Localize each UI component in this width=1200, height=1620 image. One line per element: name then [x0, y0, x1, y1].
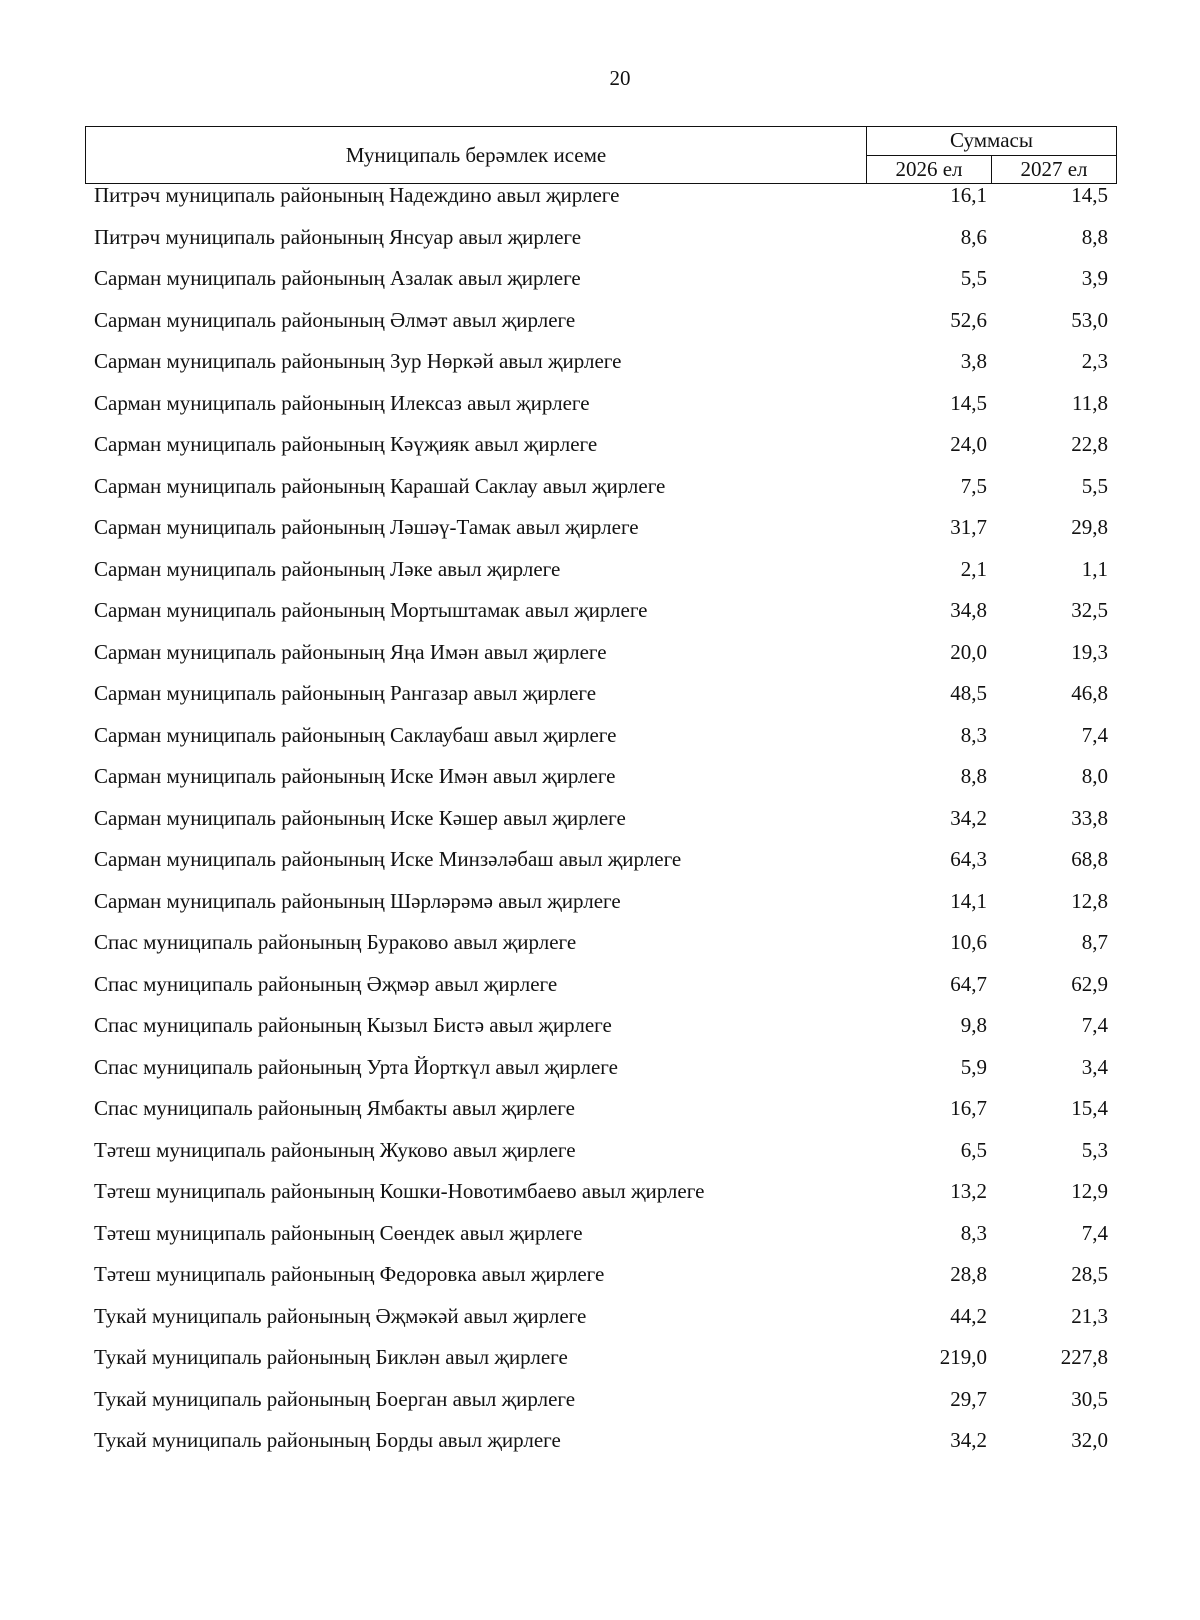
row-name: Тәтеш муниципаль районының Сөендек авыл җирлеге: [94, 1220, 583, 1245]
row-value-2027: 3,4: [1081, 1054, 1108, 1079]
row-name: Сарман муниципаль районының Мортыштамак авыл җирлеге: [94, 598, 648, 622]
row-name: Сарман муниципаль районының Зур Нөркәй авыл җирлеге: [94, 349, 622, 373]
row-name: Сарман муниципаль районының Ләшәү-Тамак авыл җирлеге: [94, 515, 639, 539]
row-value-2026: 8,3: [960, 722, 987, 747]
row-name: Питрәч муниципаль районының Надеждино авыл җирлеге: [94, 183, 620, 207]
table-row: [85, 1345, 1117, 1387]
table-row: [85, 681, 1117, 723]
row-value-2027: 15,4: [1071, 1096, 1108, 1120]
table-row: [85, 598, 1117, 640]
row-value-2027: 3,9: [1081, 266, 1108, 290]
row-value-2026: 5,9: [960, 1054, 987, 1079]
row-value-2027: 28,5: [1071, 1262, 1108, 1286]
row-name: Сарман муниципаль районының Карашай Саклау авыл җирлеге: [94, 473, 666, 498]
column-header-name: Муниципаль берәмлек исеме: [86, 127, 867, 184]
table-row: [85, 474, 1117, 516]
table-row: [85, 1262, 1117, 1304]
row-name: Сарман муниципаль районының Рангазар авыл җирлеге: [94, 681, 597, 705]
row-value-2026: 48,5: [950, 681, 987, 705]
row-value-2027: 7,4: [1081, 722, 1108, 747]
row-value-2026: 34,2: [950, 1428, 987, 1452]
row-name: Тәтеш муниципаль районының Кошки-Новотимбаево авыл җирлеге: [94, 1179, 705, 1203]
row-value-2026: 9,8: [960, 1013, 987, 1037]
row-value-2026: 10,6: [950, 930, 987, 954]
row-name: Сарман муниципаль районының Иске Минзәләбаш авыл җирлеге: [94, 847, 682, 871]
table-row: [85, 1138, 1117, 1180]
row-value-2027: 53,0: [1071, 307, 1108, 332]
row-value-2026: 2,1: [960, 556, 987, 581]
row-value-2026: 34,2: [950, 805, 987, 830]
row-value-2026: 5,5: [960, 266, 987, 290]
row-value-2027: 1,1: [1081, 556, 1108, 581]
row-value-2027: 8,8: [1081, 224, 1108, 249]
row-value-2026: 14,1: [950, 888, 987, 913]
row-value-2026: 14,5: [950, 390, 987, 415]
row-value-2026: 219,0: [939, 1345, 987, 1369]
row-value-2026: 24,0: [950, 432, 987, 456]
page-number: 20: [609, 66, 631, 90]
row-value-2026: 6,5: [960, 1137, 987, 1162]
row-name: Сарман муниципаль районының Саклаубаш авыл җирлеге: [94, 722, 617, 747]
table-row: [85, 1387, 1117, 1429]
row-value-2026: 8,8: [960, 764, 987, 788]
row-value-2026: 29,7: [950, 1386, 987, 1411]
row-value-2026: 52,6: [950, 307, 987, 332]
row-value-2027: 227,8: [1060, 1345, 1108, 1369]
row-value-2026: 64,7: [950, 971, 987, 996]
row-name: Сарман муниципаль районының Ләке авыл җирлеге: [94, 556, 561, 581]
row-value-2026: 8,6: [960, 224, 987, 249]
row-value-2027: 12,9: [1071, 1179, 1108, 1203]
column-header-sum: Суммасы: [867, 127, 1117, 156]
row-name: Спас муниципаль районының Бураково авыл җирлеге: [94, 930, 577, 954]
row-name: Тәтеш муниципаль районының Жуково авыл җирлеге: [94, 1137, 576, 1162]
row-value-2027: 32,5: [1071, 598, 1108, 622]
row-value-2027: 33,8: [1071, 805, 1108, 830]
row-name: Сарман муниципаль районының Илексаз авыл җирлеге: [94, 390, 590, 415]
row-value-2027: 14,5: [1071, 183, 1108, 207]
row-value-2026: 3,8: [960, 349, 987, 373]
table-header: [85, 126, 1117, 184]
row-value-2027: 5,5: [1081, 473, 1108, 498]
row-name: Сарман муниципаль районының Шәрләрәмә авыл җирлеге: [94, 888, 621, 913]
row-name: Спас муниципаль районының Кызыл Бистә авыл җирлеге: [94, 1013, 612, 1037]
row-name: Спас муниципаль районының Әҗмәр авыл җирлеге: [94, 971, 558, 996]
row-name: Тукай муниципаль районының Борды авыл җирлеге: [94, 1428, 561, 1452]
row-value-2027: 5,3: [1081, 1137, 1108, 1162]
table-row: [85, 640, 1117, 682]
table-row: [85, 432, 1117, 474]
row-value-2027: 8,0: [1081, 764, 1108, 788]
table-row: [85, 972, 1117, 1014]
row-value-2027: 12,8: [1071, 888, 1108, 913]
row-name: Сарман муниципаль районының Азалак авыл җирлеге: [94, 266, 581, 290]
table-row: [85, 723, 1117, 765]
row-name: Тукай муниципаль районының Әҗмәкәй авыл җирлеге: [94, 1303, 587, 1328]
row-name: Сарман муниципаль районының Әлмәт авыл җирлеге: [94, 307, 576, 332]
row-name: Сарман муниципаль районының Кәүҗияк авыл җирлеге: [94, 432, 598, 456]
row-value-2027: 22,8: [1071, 432, 1108, 456]
row-name: Питрәч муниципаль районының Янсуар авыл җирлеге: [94, 224, 582, 249]
table-row: [85, 1179, 1117, 1221]
row-value-2027: 19,3: [1071, 639, 1108, 664]
row-value-2027: 21,3: [1071, 1303, 1108, 1328]
column-header-2027: 2027 ел: [992, 155, 1117, 184]
row-value-2027: 62,9: [1071, 971, 1108, 996]
row-value-2027: 30,5: [1071, 1386, 1108, 1411]
row-name: Спас муниципаль районының Ямбакты авыл җирлеге: [94, 1096, 575, 1120]
row-value-2026: 28,8: [950, 1262, 987, 1286]
table-row: [85, 308, 1117, 350]
table-row: [85, 557, 1117, 599]
row-value-2026: 16,1: [950, 183, 987, 207]
table-row: [85, 806, 1117, 848]
row-value-2026: 20,0: [950, 639, 987, 664]
row-name: Тукай муниципаль районының Биклән авыл җирлеге: [94, 1345, 568, 1369]
row-value-2027: 46,8: [1071, 681, 1108, 705]
table-row: [85, 266, 1117, 308]
row-value-2026: 7,5: [960, 473, 987, 498]
table-row: [85, 1096, 1117, 1138]
table-row: [85, 764, 1117, 806]
table-row: [85, 1304, 1117, 1346]
table-row: [85, 349, 1117, 391]
row-value-2026: 44,2: [950, 1303, 987, 1328]
table-body: [85, 183, 1117, 1470]
row-value-2027: 29,8: [1071, 515, 1108, 539]
table-row: [85, 183, 1117, 225]
row-value-2027: 8,7: [1081, 930, 1108, 954]
table-row: [85, 1013, 1117, 1055]
row-value-2027: 32,0: [1071, 1428, 1108, 1452]
row-name: Спас муниципаль районының Урта Йорткүл авыл җирлеге: [94, 1054, 618, 1079]
row-name: Тукай муниципаль районының Боерган авыл җирлеге: [94, 1386, 576, 1411]
table-row: [85, 847, 1117, 889]
row-name: Сарман муниципаль районының Яңа Имән авыл җирлеге: [94, 639, 607, 664]
table-row: [85, 1428, 1117, 1470]
row-name: Тәтеш муниципаль районының Федоровка авыл җирлеге: [94, 1262, 605, 1286]
row-value-2026: 34,8: [950, 598, 987, 622]
table-row: [85, 1221, 1117, 1263]
row-value-2027: 11,8: [1072, 390, 1108, 415]
table-row: [85, 1055, 1117, 1097]
row-value-2027: 7,4: [1081, 1220, 1108, 1245]
row-value-2027: 68,8: [1071, 847, 1108, 871]
row-value-2027: 7,4: [1081, 1013, 1108, 1037]
column-header-2026: 2026 ел: [867, 155, 992, 184]
row-value-2026: 31,7: [950, 515, 987, 539]
row-value-2026: 13,2: [950, 1179, 987, 1203]
table-row: [85, 225, 1117, 267]
table-row: [85, 515, 1117, 557]
table-row: [85, 930, 1117, 972]
row-value-2026: 8,3: [960, 1220, 987, 1245]
table-row: [85, 889, 1117, 931]
row-value-2027: 2,3: [1081, 349, 1108, 373]
table-row: [85, 391, 1117, 433]
row-name: Сарман муниципаль районының Иске Кәшер авыл җирлеге: [94, 805, 626, 830]
row-name: Сарман муниципаль районының Иске Имән авыл җирлеге: [94, 764, 616, 788]
row-value-2026: 64,3: [950, 847, 987, 871]
row-value-2026: 16,7: [950, 1096, 987, 1120]
